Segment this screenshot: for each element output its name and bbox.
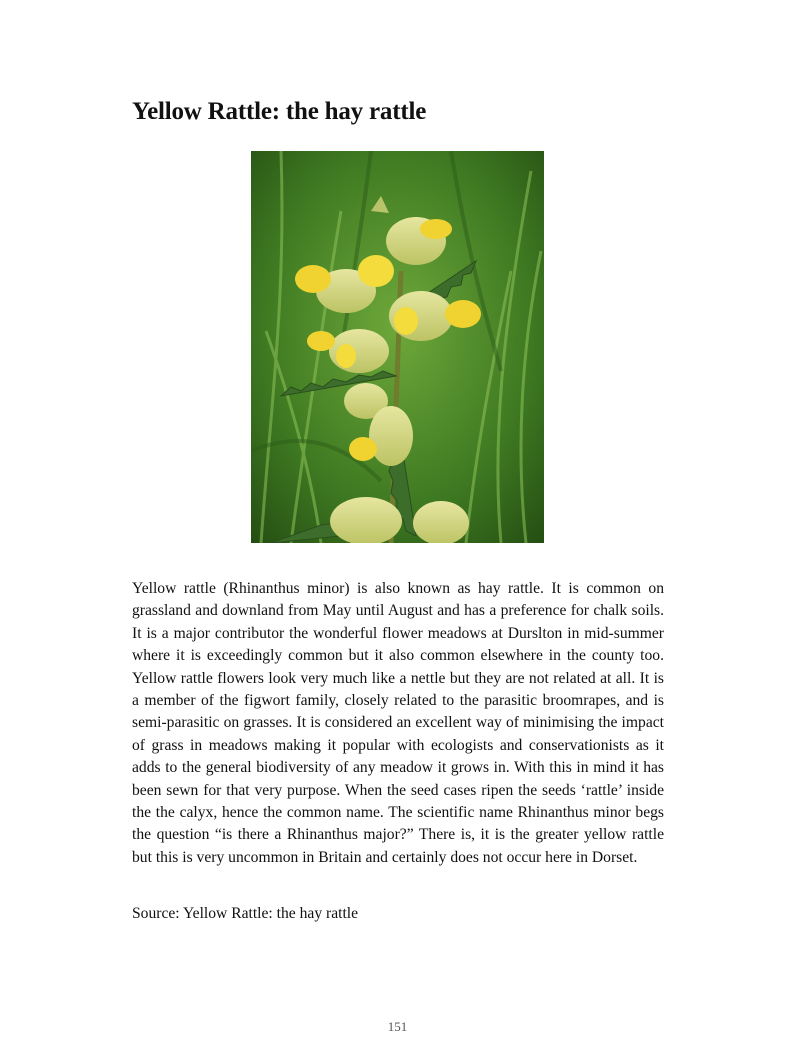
body-paragraph: Yellow rattle (Rhinanthus minor) is also known as hay rattle. It is common on grassland and downland from May until August and has a preference for chalk soils. It is a major contributor the wonderful flower meadows at Durslton in mid-summer where it is exceedingly common but it also common elsewhere in the county too. Yellow rattle flowers look very much like a nettle but they are not related at all. It is a member of the figwort family, closely related to the parasitic broomrapes, and is semi-parasitic on grasses. It is considered an excellent way of minimising the impact of grass in meadows making it popular with ecologists and conservationists as it adds to the general biodiversity of any meadow it grows in. With this in mind it has been sewn for that very purpose. When the seed cases ripen the seeds ‘rattle’ inside the the calyx, hence the common name. The scientific name Rhinanthus minor begs the question “is there a Rhinanthus major?” There is, it is the greater yellow rattle but this is very uncommon in Britain and certainly does not occur here in Dorset. <box>132 580 664 866</box>
source-citation: Source: Yellow Rattle: the hay rattle <box>132 905 359 922</box>
page-number: 151 <box>387 1019 408 1034</box>
page-title: Yellow Rattle: the hay rattle <box>132 98 427 125</box>
yellow-rattle-photo <box>251 151 544 543</box>
